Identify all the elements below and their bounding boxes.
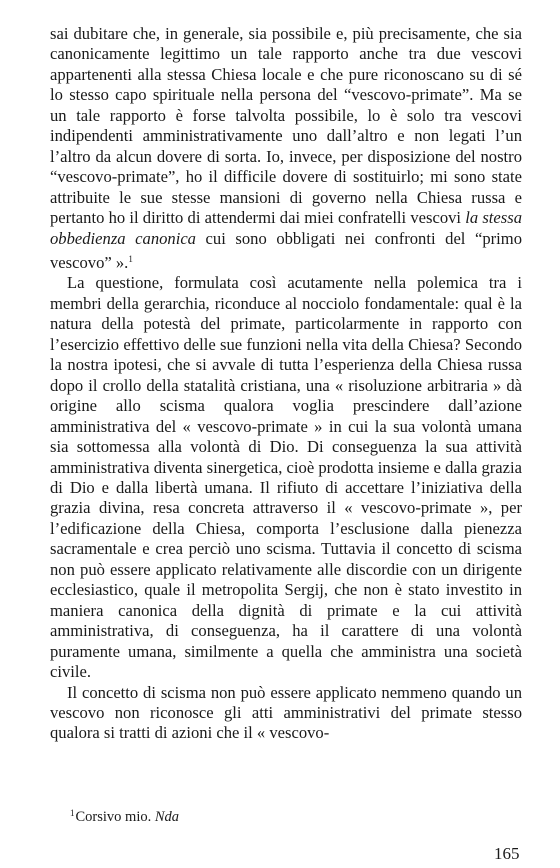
paragraph-1: [50, 24, 522, 273]
italic-emphasis: la stessa obbedienza canonica: [50, 208, 522, 248]
footnote-number: 1: [70, 808, 75, 818]
paragraph-1-ending: cui sono obbligati nei confronti del “primo vescovo” ».: [50, 228, 522, 272]
main-text: [50, 24, 522, 744]
paragraph-3-text: Il concetto di scisma non può essere applicato nemmeno quando un vescovo non riconosce gli atti amministrativi del primate stesso qualora si tratti di azioni che il « vescovo-: [50, 682, 522, 743]
paragraph-3: [50, 683, 522, 744]
paragraph-2-text: La questione, formulata così acutamente nella polemica tra i membri della gerarchia, riconduce al nocciolo fondamentale: qual è la natura della potestà del primate, particolarmente in rapporto con l’esercizio effettivo delle sue funzioni nella vita della Chiesa? Secondo la nostra ipotesi, che si avvale di tutta l’esperienza della Chiesa russa dopo il crollo della statalità cristiana, una « risoluzione arbitraria » dà origine allo scisma qualora voglia prescindere dall’azione amministrativa del « vescovo-primate » in cui la sua volontà umana sia sottomessa alla volontà di Dio. Di conseguenza la sua attività amministrativa diventa sinergetica, cioè prodotta insieme e dalla grazia di Dio e dalla libertà umana. Il rifiuto di accettare l’iniziativa della grazia divina, resa concreta attraverso il « vescovo-primate », per l’edificazione della Chiesa, comporta l’esclusione dalla pienezza sacramentale e crea perciò uno scisma. Tuttavia il concetto di scisma non può essere applicato relativamente alle discordie con un dirigente ecclesiastico, quale il metropolita Sergij, che non è stato investito in maniera canonica della dignità di primate e la cui attività amministrativa, di conseguenza, ha il carattere di una volontà puramente umana, similmente a quella che amministra una società civile.: [50, 273, 522, 682]
footnote-text: Corsivo mio.: [75, 809, 155, 825]
footnote-italic: Nda: [154, 809, 180, 825]
paragraph-1-text: sai dubitare che, in generale, sia possibile e, più precisamente, che sia canonicamente legittimo un tale rapporto anche tra due vescovi appartenenti alla stessa Chiesa locale e che pure riconoscano su di sé lo stesso capo spirituale nella persona del “vescovo-primate”. Ma se un tale rapporto è forse talvolta possibile, lo è solo tra vescovi indipendenti amministrativamente uno dall’altro e non legati l’un l’altro da alcun dovere di sorta. Io, invece, per disposizione del nostro “vescovo-primate”, ho il difficile dovere di sostituirlo; mi sono state attribuite le sue stesse mansioni di governo nella Chiesa russa e pertanto ho il diritto di attendermi dai miei confratelli vescovi: [50, 24, 522, 228]
footnote: [70, 804, 179, 826]
paragraph-2: [50, 273, 522, 682]
page-number: 165: [494, 844, 520, 863]
footnote-reference: 1: [128, 253, 133, 264]
